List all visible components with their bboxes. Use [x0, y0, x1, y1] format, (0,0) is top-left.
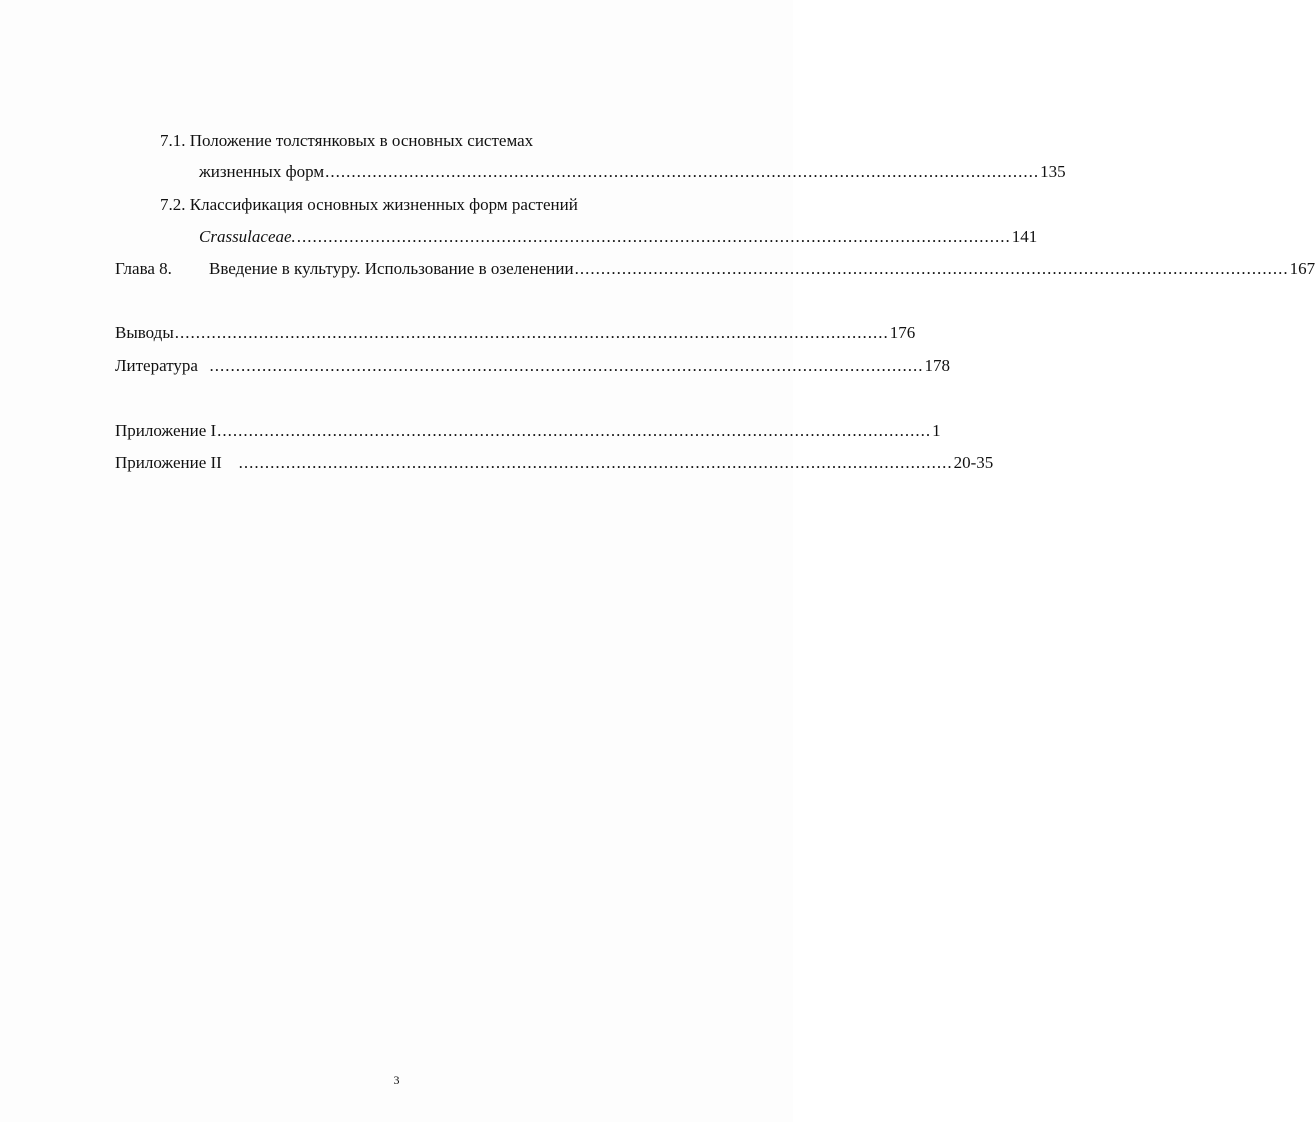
toc-entry-7-2-page: 141 [1011, 227, 1038, 246]
toc-entry-literature [115, 355, 950, 377]
toc-entry-7-2-title-cont: Crassulaceae. [199, 227, 296, 246]
toc-leader-dots: ........................................................................................................................................ [296, 227, 1011, 246]
toc-leader-dots: ........................................................................................................................................ [174, 323, 889, 342]
toc-chapter-8-page: 167 [1289, 259, 1315, 278]
toc-entry-7-1-line2 [199, 161, 1066, 183]
toc-leader-dots: ........................................................................................................................................ [222, 453, 953, 472]
toc-chapter-number: Глава 8. [115, 259, 172, 278]
toc-entry-appendix-1 [115, 420, 941, 442]
toc-entry-appendix-2 [115, 452, 994, 474]
toc-entry-7-2-line1 [160, 194, 578, 216]
toc-entry-7-1-page: 135 [1040, 162, 1066, 181]
toc-entry-7-2-title: 7.2. Классификация основных жизненных форм растений [160, 195, 578, 214]
toc-entry-7-2-line2 [199, 226, 1038, 248]
toc-leader-dots: ........................................................................................................................................ [217, 421, 932, 440]
toc-conclusions-label: Выводы [115, 323, 174, 342]
toc-literature-page: 178 [924, 356, 950, 375]
toc-appendix-2-page: 20-35 [953, 453, 994, 472]
toc-conclusions-page: 176 [889, 323, 916, 342]
toc-chapter-title: Введение в культуру. Использование в озеленении [209, 259, 574, 278]
toc-leader-dots: ........................................................................................................................................ [325, 162, 1040, 181]
toc-entry-7-1-line1 [160, 130, 533, 152]
toc-appendix-1-label: Приложение I [115, 421, 217, 440]
toc-appendix-2-label: Приложение II [115, 453, 222, 472]
toc-leader-dots: ........................................................................................................................................ [574, 259, 1289, 278]
page-number: 3 [393, 1073, 400, 1087]
toc-entry-7-1-title: 7.1. Положение толстянковых в основных системах [160, 131, 534, 150]
toc-entry-conclusions [115, 322, 916, 344]
toc-entry-7-1-title-cont: жизненных форм [199, 162, 325, 181]
toc-entry-chapter-8 [115, 258, 1315, 280]
toc-leader-dots: ........................................................................................................................................ [198, 356, 924, 375]
toc-literature-label: Литература [115, 356, 198, 375]
toc-appendix-1-page: 1 [932, 421, 941, 440]
